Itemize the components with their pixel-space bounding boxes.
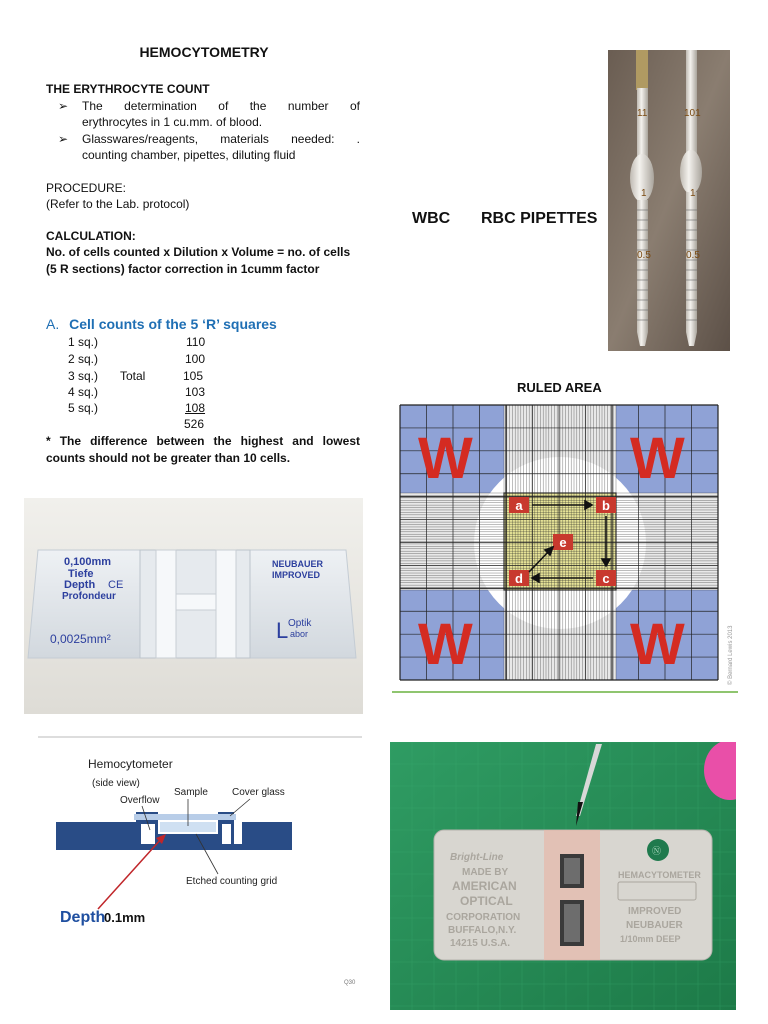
- label-overflow: Overflow: [120, 795, 160, 806]
- rubber-tube: [636, 50, 648, 90]
- slide-text: Profondeur: [62, 591, 116, 602]
- slide-text: Depth: [64, 579, 96, 591]
- slide-text: Tiefe: [68, 568, 94, 580]
- page-title: HEMOCYTOMETRY: [139, 44, 269, 60]
- count-value: 110: [186, 335, 206, 349]
- square-letter: e: [559, 535, 567, 550]
- wbc-label: WBC: [412, 210, 451, 227]
- slide-text: 0,100mm: [64, 556, 112, 568]
- logo-word: abor: [290, 629, 309, 639]
- photo-text: HEMACYTOMETER: [618, 870, 701, 880]
- watermark: © Bernard Lewis 2013: [728, 625, 734, 685]
- slide-area-text: 0,0025mm²: [50, 632, 111, 646]
- bullet-item: [46, 98, 360, 130]
- count-row: [68, 385, 328, 401]
- photo-text: OPTICAL: [460, 894, 513, 908]
- photo-text: BUFFALO,N.Y.: [448, 925, 517, 936]
- count-value: 103: [185, 385, 206, 399]
- diagram-subtitle: (side view): [92, 778, 140, 789]
- procedure-heading: PROCEDURE:: [46, 181, 127, 195]
- count-label: 4 sq.): [68, 385, 99, 399]
- bullet-line: counting chamber, pipettes, diluting fluid: [82, 148, 296, 162]
- side-view-diagram: [38, 734, 362, 996]
- calculation-line: No. of cells counted x Dilution x Volume = no. of cells: [46, 245, 351, 259]
- difference-note: * The difference between the highest and lowest counts should not be greater than 10 cells.: [46, 434, 360, 465]
- bullet-line: erythrocytes in 1 cu.mm. of blood.: [82, 115, 263, 129]
- pipette-mark: 11: [637, 108, 648, 119]
- bullet-line: Glasswares/reagents, materials needed: .: [82, 132, 360, 146]
- cover-glass: [134, 814, 236, 820]
- count-row: [68, 335, 328, 351]
- count-total-row: [68, 417, 328, 433]
- arrow-bullet-icon: ➢: [58, 132, 69, 146]
- count-label: 3 sq.): [68, 369, 99, 383]
- calculation-heading: CALCULATION:: [46, 229, 136, 243]
- count-label: 5 sq.): [68, 401, 99, 415]
- badge-text: Ⓝ: [652, 846, 662, 856]
- slide-brand: NEUBAUER: [272, 559, 324, 569]
- total-label: Total: [120, 369, 146, 383]
- depth-label: Depth: [60, 909, 106, 926]
- procedure-text: (Refer to the Lab. protocol): [46, 197, 190, 211]
- count-value: 108: [185, 401, 206, 415]
- w-letter: W: [630, 426, 685, 491]
- square-letter: a: [515, 498, 523, 513]
- pipette-mark: 0.5: [637, 250, 651, 261]
- pipette-mark: 101: [684, 108, 701, 119]
- rbc-pipettes-label: RBC PIPETTES: [481, 210, 598, 227]
- label-grid: Etched counting grid: [186, 876, 278, 887]
- section-letter: A.: [46, 316, 60, 332]
- pipettes-photo: [608, 50, 730, 351]
- count-label: 2 sq.): [68, 352, 99, 366]
- photo-text: CORPORATION: [446, 912, 521, 923]
- photo-text: Bright-Line: [450, 852, 504, 863]
- arrow-bullet-icon: ➢: [58, 99, 69, 113]
- diagram-title: Hemocytometer: [88, 757, 173, 771]
- count-total: 526: [184, 417, 205, 431]
- bullet-item: [46, 131, 360, 163]
- photo-text: MADE BY: [462, 867, 509, 878]
- logo-letter: L: [276, 618, 289, 643]
- ruled-area-title: RULED AREA: [517, 380, 602, 395]
- neubauer-slide-photo: [24, 498, 363, 714]
- erythrocyte-heading: THE ERYTHROCYTE COUNT: [46, 82, 210, 96]
- label-sample: Sample: [174, 787, 208, 798]
- depth-value: 0.1mm: [104, 910, 146, 925]
- logo-word: Optik: [288, 618, 312, 629]
- pipette-mark: 1: [641, 188, 647, 199]
- bullet-line: The determination of the number of: [82, 99, 360, 113]
- pipette-mark: 1: [690, 188, 696, 199]
- count-label: 1 sq.): [68, 335, 99, 349]
- count-row: [68, 352, 328, 368]
- pipette-mark: 0.5: [686, 250, 700, 261]
- photo-text: NEUBAUER: [626, 920, 683, 931]
- photo-text: 1/10mm DEEP: [620, 934, 681, 944]
- w-letter: W: [630, 612, 685, 677]
- corner-mark: Q30: [344, 980, 356, 986]
- count-value: 100: [185, 352, 206, 366]
- w-letter: W: [418, 612, 473, 677]
- photo-text: 14215 U.S.A.: [450, 938, 511, 949]
- ce-mark: CE: [108, 579, 124, 591]
- square-letter: b: [602, 498, 610, 513]
- calculation-line: (5 R sections) factor correction in 1cumm factor: [46, 262, 320, 276]
- cell-counts-title: Cell counts of the 5 ‘R’ squares: [69, 316, 277, 332]
- square-letter: c: [602, 571, 610, 586]
- photo-text: AMERICAN: [452, 879, 517, 893]
- count-row: [68, 401, 328, 417]
- label-cover-glass: Cover glass: [232, 787, 285, 798]
- photo-text: IMPROVED: [628, 906, 682, 917]
- count-value: 105: [183, 369, 204, 383]
- cell-counts-heading: [46, 316, 277, 332]
- slide-brand: IMPROVED: [272, 570, 321, 580]
- square-letter: d: [515, 571, 523, 586]
- ruled-area-diagram: [392, 400, 738, 696]
- w-letter: W: [418, 426, 473, 491]
- hemacytometer-photo: [390, 742, 736, 1010]
- count-row: [68, 369, 328, 385]
